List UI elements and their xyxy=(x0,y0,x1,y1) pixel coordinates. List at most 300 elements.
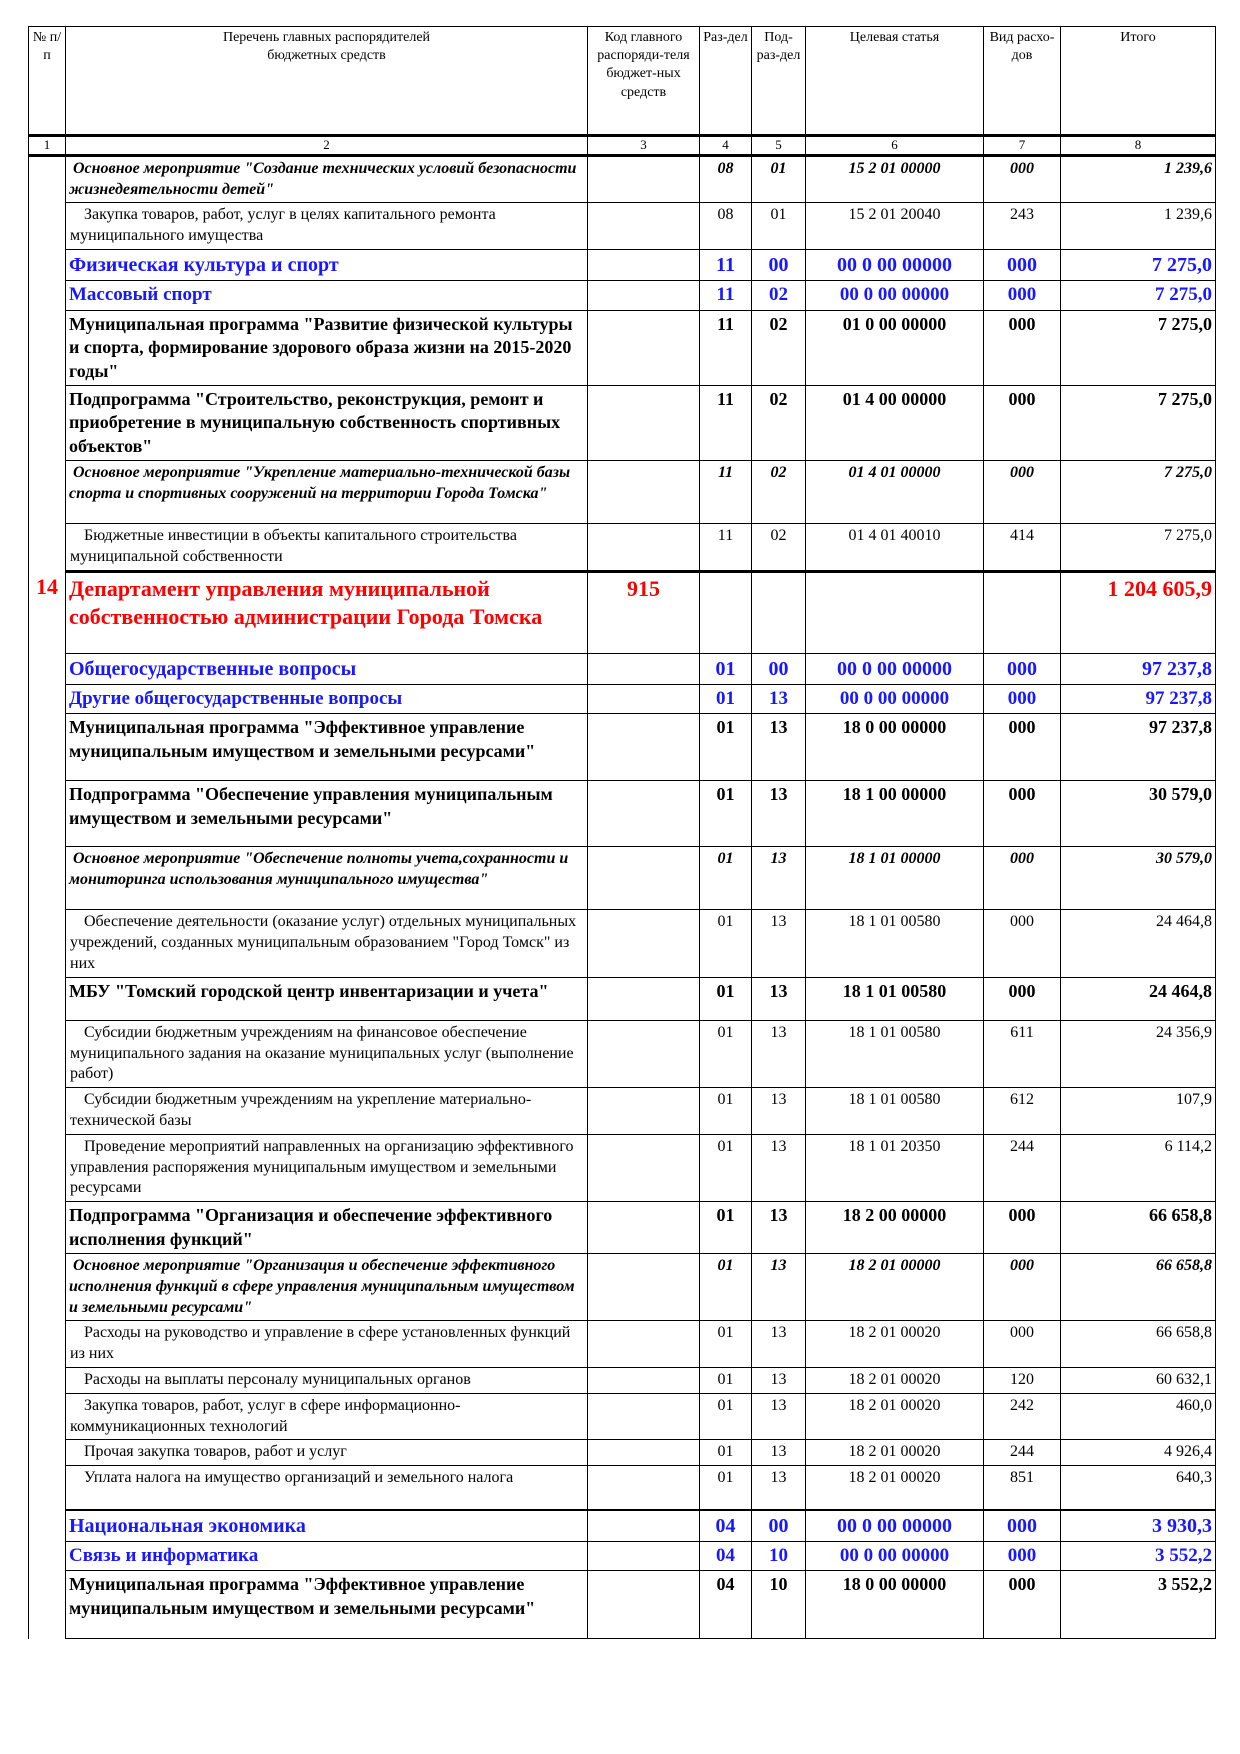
row-expense-type xyxy=(984,571,1061,653)
row-number xyxy=(29,155,66,203)
row-code xyxy=(588,461,700,524)
row-name xyxy=(66,1393,588,1440)
row-total: 7 275,0 xyxy=(1061,250,1216,281)
row-target-article: 18 1 00 00000 xyxy=(806,781,984,847)
row-name-text: Национальная экономика xyxy=(69,1514,306,1537)
row-number xyxy=(29,714,66,781)
row-razdel: 01 xyxy=(700,910,752,977)
row-number xyxy=(29,1510,66,1542)
row-podrazdel: 13 xyxy=(752,1321,806,1368)
row-expense-type: 000 xyxy=(984,250,1061,281)
row-name xyxy=(66,714,588,781)
row-target-article: 18 1 01 00580 xyxy=(806,977,984,1020)
row-total: 7 275,0 xyxy=(1061,385,1216,460)
row-razdel: 01 xyxy=(700,1466,752,1510)
row-total: 7 275,0 xyxy=(1061,310,1216,385)
row-expense-type: 000 xyxy=(984,847,1061,910)
row-razdel: 01 xyxy=(700,1367,752,1393)
row-podrazdel: 13 xyxy=(752,684,806,714)
row-target-article: 18 1 01 00580 xyxy=(806,1020,984,1087)
row-podrazdel: 13 xyxy=(752,977,806,1020)
row-expense-type: 611 xyxy=(984,1020,1061,1087)
row-name-text: Другие общегосударственные вопросы xyxy=(69,687,403,709)
header-razdel: Раз-дел xyxy=(700,27,752,136)
row-expense-type: 000 xyxy=(984,910,1061,977)
table-row xyxy=(29,461,1216,524)
table-row xyxy=(29,155,1216,203)
row-podrazdel: 13 xyxy=(752,1253,806,1320)
row-target-article: 18 2 01 00020 xyxy=(806,1367,984,1393)
row-expense-type: 242 xyxy=(984,1393,1061,1440)
row-podrazdel: 13 xyxy=(752,1202,806,1254)
row-target-article: 15 2 01 20040 xyxy=(806,203,984,250)
row-name xyxy=(66,203,588,250)
row-code xyxy=(588,781,700,847)
row-name xyxy=(66,281,588,311)
row-expense-type: 000 xyxy=(984,1321,1061,1368)
row-code xyxy=(588,1020,700,1087)
row-target-article: 18 2 01 00020 xyxy=(806,1440,984,1466)
row-total: 30 579,0 xyxy=(1061,847,1216,910)
row-name-text: Подпрограмма "Обеспечение управления муниципальным имуществом и земельными ресурсами" xyxy=(69,784,553,828)
row-podrazdel: 13 xyxy=(752,847,806,910)
row-number xyxy=(29,203,66,250)
row-target-article: 01 4 01 40010 xyxy=(806,524,984,572)
row-name-text: Подпрограмма "Строительство, реконструкция, ремонт и приобретение в муниципальную собственность спортивных объектов" xyxy=(69,388,561,456)
row-name xyxy=(66,684,588,714)
row-name xyxy=(66,977,588,1020)
table-row xyxy=(29,524,1216,572)
row-name-text: Физическая культура и спорт xyxy=(69,254,339,277)
row-expense-type: 612 xyxy=(984,1088,1061,1135)
row-code xyxy=(588,1367,700,1393)
row-name-text: Основное мероприятие "Обеспечение полноты учета,сохранности и мониторинга использования муниципального имущества" xyxy=(69,850,569,889)
row-total: 640,3 xyxy=(1061,1466,1216,1510)
row-total: 7 275,0 xyxy=(1061,281,1216,311)
row-razdel: 01 xyxy=(700,1134,752,1201)
row-code xyxy=(588,1393,700,1440)
row-total: 7 275,0 xyxy=(1061,461,1216,524)
table-row xyxy=(29,1466,1216,1510)
row-code xyxy=(588,714,700,781)
row-expense-type: 000 xyxy=(984,310,1061,385)
row-expense-type: 000 xyxy=(984,1510,1061,1542)
row-razdel: 01 xyxy=(700,684,752,714)
row-name xyxy=(66,653,588,684)
header-name xyxy=(66,27,588,136)
header-expense-type: Вид расхо-дов xyxy=(984,27,1061,136)
row-code xyxy=(588,1466,700,1510)
row-podrazdel: 02 xyxy=(752,310,806,385)
row-name-text: Расходы на выплаты персоналу муниципальных органов xyxy=(84,1370,471,1388)
row-name xyxy=(66,1541,588,1571)
row-name xyxy=(66,461,588,524)
row-code xyxy=(588,310,700,385)
row-number xyxy=(29,1088,66,1135)
row-code xyxy=(588,1440,700,1466)
row-name xyxy=(66,847,588,910)
table-row xyxy=(29,1541,1216,1571)
row-razdel: 01 xyxy=(700,1321,752,1368)
row-razdel: 04 xyxy=(700,1510,752,1542)
column-number: 3 xyxy=(588,136,700,156)
row-target-article: 00 0 00 00000 xyxy=(806,1510,984,1542)
row-expense-type: 000 xyxy=(984,281,1061,311)
row-total: 1 239,6 xyxy=(1061,203,1216,250)
row-name-text: Субсидии бюджетным учреждениям на финансовое обеспечение муниципального задания на оказание муниципальных услуг (выполнение работ) xyxy=(70,1023,574,1083)
row-name xyxy=(66,1440,588,1466)
row-total: 66 658,8 xyxy=(1061,1202,1216,1254)
column-number: 4 xyxy=(700,136,752,156)
row-name xyxy=(66,385,588,460)
row-podrazdel: 13 xyxy=(752,1393,806,1440)
row-total: 24 464,8 xyxy=(1061,977,1216,1020)
row-podrazdel: 02 xyxy=(752,281,806,311)
row-expense-type: 000 xyxy=(984,1571,1061,1639)
row-target-article: 15 2 01 00000 xyxy=(806,155,984,203)
row-code xyxy=(588,1202,700,1254)
row-name xyxy=(66,1571,588,1639)
row-target-article: 01 4 01 00000 xyxy=(806,461,984,524)
row-number xyxy=(29,1440,66,1466)
row-name-text: Общегосударственные вопросы xyxy=(69,657,357,680)
row-number xyxy=(29,524,66,572)
table-row xyxy=(29,1367,1216,1393)
table-row xyxy=(29,1510,1216,1542)
table-row xyxy=(29,977,1216,1020)
row-expense-type: 000 xyxy=(984,1202,1061,1254)
table-row xyxy=(29,250,1216,281)
row-total: 24 356,9 xyxy=(1061,1020,1216,1087)
row-number xyxy=(29,1367,66,1393)
row-razdel: 04 xyxy=(700,1571,752,1639)
row-number xyxy=(29,310,66,385)
row-name-text: Обеспечение деятельности (оказание услуг) отдельных муниципальных учреждений, созданных муниципальным образованием "Город Томск" из них xyxy=(70,913,577,972)
row-number xyxy=(29,1134,66,1201)
column-number: 2 xyxy=(66,136,588,156)
row-expense-type: 244 xyxy=(984,1134,1061,1201)
table-row xyxy=(29,847,1216,910)
row-expense-type: 000 xyxy=(984,385,1061,460)
row-target-article: 18 0 00 00000 xyxy=(806,1571,984,1639)
row-code: 915 xyxy=(588,571,700,653)
row-name-text: Основное мероприятие "Укрепление материально-технической базы спорта и спортивных сооружений на территории Города Томска" xyxy=(69,464,571,502)
row-total: 66 658,8 xyxy=(1061,1253,1216,1320)
header-total: Итого xyxy=(1061,27,1216,136)
row-name-text: Бюджетные инвестиции в объекты капитального строительства муниципальной собственности xyxy=(70,527,517,565)
row-razdel: 11 xyxy=(700,310,752,385)
row-expense-type: 414 xyxy=(984,524,1061,572)
row-number xyxy=(29,781,66,847)
row-razdel: 08 xyxy=(700,203,752,250)
row-razdel: 01 xyxy=(700,847,752,910)
table-row xyxy=(29,1202,1216,1254)
row-podrazdel: 02 xyxy=(752,385,806,460)
column-numbers-row xyxy=(29,136,1216,156)
row-total: 1 239,6 xyxy=(1061,155,1216,203)
table-header-row xyxy=(29,27,1216,136)
budget-table xyxy=(28,26,1216,1639)
row-podrazdel: 10 xyxy=(752,1541,806,1571)
row-razdel: 08 xyxy=(700,155,752,203)
row-total: 460,0 xyxy=(1061,1393,1216,1440)
row-expense-type: 244 xyxy=(984,1440,1061,1466)
row-name xyxy=(66,155,588,203)
row-name-text: Подпрограмма "Организация и обеспечение эффективного исполнения функций" xyxy=(69,1205,553,1249)
row-name-text: Уплата налога на имущество организаций и земельного налога xyxy=(84,1469,514,1487)
row-code xyxy=(588,1088,700,1135)
row-name xyxy=(66,1466,588,1510)
row-expense-type: 000 xyxy=(984,155,1061,203)
row-razdel: 01 xyxy=(700,1253,752,1320)
row-name xyxy=(66,1510,588,1542)
row-podrazdel: 01 xyxy=(752,203,806,250)
row-razdel: 01 xyxy=(700,1088,752,1135)
row-razdel: 01 xyxy=(700,714,752,781)
row-name xyxy=(66,1134,588,1201)
row-name-text: Муниципальная программа "Развитие физической культуры и спорта, формирование здорового образа жизни на 2015-2020 годы" xyxy=(69,313,573,381)
row-total: 30 579,0 xyxy=(1061,781,1216,847)
row-podrazdel: 13 xyxy=(752,1088,806,1135)
row-target-article: 00 0 00 00000 xyxy=(806,281,984,311)
row-expense-type: 000 xyxy=(984,653,1061,684)
table-row xyxy=(29,1253,1216,1320)
row-total: 24 464,8 xyxy=(1061,910,1216,977)
row-name-text: МБУ "Томский городской центр инвентаризации и учета" xyxy=(69,980,549,1001)
row-expense-type: 000 xyxy=(984,977,1061,1020)
row-name xyxy=(66,524,588,572)
row-code xyxy=(588,847,700,910)
column-number: 1 xyxy=(29,136,66,156)
row-name-text: Субсидии бюджетным учреждениям на укрепление материально-технической базы xyxy=(70,1091,532,1129)
row-razdel xyxy=(700,571,752,653)
row-razdel: 01 xyxy=(700,1393,752,1440)
row-name-text: Проведение мероприятий направленных на организацию эффективного управления распоряжения муниципальным имуществом и земельными ресурсами xyxy=(70,1137,574,1197)
row-target-article: 18 1 01 00580 xyxy=(806,910,984,977)
row-total: 7 275,0 xyxy=(1061,524,1216,572)
row-number xyxy=(29,847,66,910)
row-name-text: Закупка товаров, работ, услуг в целях капитального ремонта муниципального имущества xyxy=(70,206,496,245)
table-row xyxy=(29,1134,1216,1201)
row-razdel: 11 xyxy=(700,281,752,311)
row-number xyxy=(29,1321,66,1368)
row-total: 97 237,8 xyxy=(1061,714,1216,781)
row-expense-type: 243 xyxy=(984,203,1061,250)
header-number: № п/п xyxy=(29,27,66,136)
header-podrazdel: Под-раз-дел xyxy=(752,27,806,136)
row-expense-type: 000 xyxy=(984,684,1061,714)
table-row xyxy=(29,684,1216,714)
row-code xyxy=(588,1321,700,1368)
row-razdel: 01 xyxy=(700,781,752,847)
row-code xyxy=(588,1134,700,1201)
row-total: 1 204 605,9 xyxy=(1061,571,1216,653)
table-row xyxy=(29,1088,1216,1135)
row-name-text: Массовый спорт xyxy=(69,284,212,306)
row-target-article: 18 0 00 00000 xyxy=(806,714,984,781)
row-code xyxy=(588,203,700,250)
row-razdel: 01 xyxy=(700,653,752,684)
row-name xyxy=(66,1020,588,1087)
row-number: 14 xyxy=(29,571,66,653)
row-target-article: 01 0 00 00000 xyxy=(806,310,984,385)
table-row xyxy=(29,910,1216,977)
row-code xyxy=(588,524,700,572)
row-podrazdel: 02 xyxy=(752,524,806,572)
row-name xyxy=(66,910,588,977)
row-name-text: Департамент управления муниципальной собственностью администрации Города Томска xyxy=(69,575,543,630)
row-expense-type: 851 xyxy=(984,1466,1061,1510)
row-name-text: Муниципальная программа "Эффективное управление муниципальным имуществом и земельными ресурсами" xyxy=(69,717,536,761)
row-name-text: Основное мероприятие "Организация и обеспечение эффективного исполнения функций в сфере управления муниципальным имуществом и земельными ресурсами" xyxy=(69,1256,575,1316)
row-target-article: 18 2 01 00020 xyxy=(806,1321,984,1368)
row-name xyxy=(66,781,588,847)
row-code xyxy=(588,910,700,977)
row-code xyxy=(588,385,700,460)
row-target-article: 18 2 01 00020 xyxy=(806,1393,984,1440)
row-code xyxy=(588,684,700,714)
row-podrazdel: 13 xyxy=(752,714,806,781)
row-razdel: 11 xyxy=(700,385,752,460)
row-code xyxy=(588,281,700,311)
row-target-article: 18 1 01 20350 xyxy=(806,1134,984,1201)
row-podrazdel: 13 xyxy=(752,781,806,847)
row-name xyxy=(66,1321,588,1368)
row-total: 107,9 xyxy=(1061,1088,1216,1135)
row-podrazdel: 00 xyxy=(752,250,806,281)
row-code xyxy=(588,1541,700,1571)
row-number xyxy=(29,1393,66,1440)
row-code xyxy=(588,1571,700,1639)
row-number xyxy=(29,977,66,1020)
table-row xyxy=(29,571,1216,653)
row-podrazdel: 13 xyxy=(752,1466,806,1510)
row-name xyxy=(66,1367,588,1393)
row-number xyxy=(29,385,66,460)
column-number: 8 xyxy=(1061,136,1216,156)
row-name xyxy=(66,1253,588,1320)
table-row xyxy=(29,653,1216,684)
row-code xyxy=(588,1510,700,1542)
header-target-article: Целевая статья xyxy=(806,27,984,136)
row-razdel: 01 xyxy=(700,1202,752,1254)
row-razdel: 11 xyxy=(700,524,752,572)
table-row xyxy=(29,310,1216,385)
row-total: 60 632,1 xyxy=(1061,1367,1216,1393)
row-number xyxy=(29,1571,66,1639)
row-code xyxy=(588,1253,700,1320)
row-total: 3 930,3 xyxy=(1061,1510,1216,1542)
row-podrazdel: 01 xyxy=(752,155,806,203)
row-total: 3 552,2 xyxy=(1061,1541,1216,1571)
row-expense-type: 000 xyxy=(984,1541,1061,1571)
table-row xyxy=(29,281,1216,311)
row-code xyxy=(588,250,700,281)
row-name-text: Расходы на руководство и управление в сфере установленных функций из них xyxy=(70,1324,571,1363)
row-name xyxy=(66,1088,588,1135)
row-target-article: 18 2 00 00000 xyxy=(806,1202,984,1254)
table-row xyxy=(29,385,1216,460)
row-name xyxy=(66,1202,588,1254)
row-code xyxy=(588,155,700,203)
budget-table-sheet xyxy=(28,26,1215,1639)
row-podrazdel: 13 xyxy=(752,1020,806,1087)
table-row xyxy=(29,1393,1216,1440)
header-name-line1: Перечень главных распорядителей xyxy=(222,30,431,45)
row-expense-type: 120 xyxy=(984,1367,1061,1393)
row-expense-type: 000 xyxy=(984,461,1061,524)
row-razdel: 01 xyxy=(700,1020,752,1087)
row-number xyxy=(29,1253,66,1320)
row-name xyxy=(66,310,588,385)
row-number xyxy=(29,250,66,281)
row-podrazdel: 13 xyxy=(752,1134,806,1201)
row-razdel: 04 xyxy=(700,1541,752,1571)
row-target-article: 18 1 01 00580 xyxy=(806,1088,984,1135)
row-podrazdel: 10 xyxy=(752,1571,806,1639)
row-name xyxy=(66,250,588,281)
row-number xyxy=(29,910,66,977)
row-name-text: Основное мероприятие "Создание технических условий безопасности жизнедеятельности детей" xyxy=(69,159,577,198)
table-row xyxy=(29,1440,1216,1466)
column-number: 6 xyxy=(806,136,984,156)
row-number xyxy=(29,1541,66,1571)
row-target-article: 18 2 01 00000 xyxy=(806,1253,984,1320)
column-number: 7 xyxy=(984,136,1061,156)
row-number xyxy=(29,1202,66,1254)
row-podrazdel: 13 xyxy=(752,1367,806,1393)
column-number: 5 xyxy=(752,136,806,156)
row-target-article: 00 0 00 00000 xyxy=(806,250,984,281)
table-row xyxy=(29,781,1216,847)
row-name-text: Закупка товаров, работ, услуг в сфере информационно-коммуникационных технологий xyxy=(70,1396,461,1435)
row-total: 4 926,4 xyxy=(1061,1440,1216,1466)
row-target-article: 00 0 00 00000 xyxy=(806,653,984,684)
header-code: Код главного распоряди-теля бюджет-ных средств xyxy=(588,27,700,136)
row-name-text: Прочая закупка товаров, работ и услуг xyxy=(84,1443,347,1461)
row-number xyxy=(29,653,66,684)
row-target-article xyxy=(806,571,984,653)
row-expense-type: 000 xyxy=(984,714,1061,781)
header-name-line2: бюджетных средств xyxy=(267,48,386,64)
row-number xyxy=(29,1020,66,1087)
row-razdel: 01 xyxy=(700,977,752,1020)
row-code xyxy=(588,653,700,684)
row-name xyxy=(66,571,588,653)
row-total: 97 237,8 xyxy=(1061,684,1216,714)
row-podrazdel: 02 xyxy=(752,461,806,524)
row-target-article: 00 0 00 00000 xyxy=(806,1541,984,1571)
row-razdel: 01 xyxy=(700,1440,752,1466)
row-expense-type: 000 xyxy=(984,1253,1061,1320)
row-name-text: Связь и информатика xyxy=(69,1544,259,1566)
row-number xyxy=(29,461,66,524)
row-podrazdel: 13 xyxy=(752,910,806,977)
row-podrazdel: 00 xyxy=(752,1510,806,1542)
row-razdel: 11 xyxy=(700,250,752,281)
table-row xyxy=(29,714,1216,781)
row-code xyxy=(588,977,700,1020)
row-target-article: 01 4 00 00000 xyxy=(806,385,984,460)
row-total: 3 552,2 xyxy=(1061,1571,1216,1639)
row-razdel: 11 xyxy=(700,461,752,524)
row-total: 97 237,8 xyxy=(1061,653,1216,684)
row-number xyxy=(29,1466,66,1510)
row-podrazdel: 00 xyxy=(752,653,806,684)
row-target-article: 00 0 00 00000 xyxy=(806,684,984,714)
row-number xyxy=(29,281,66,311)
row-number xyxy=(29,684,66,714)
